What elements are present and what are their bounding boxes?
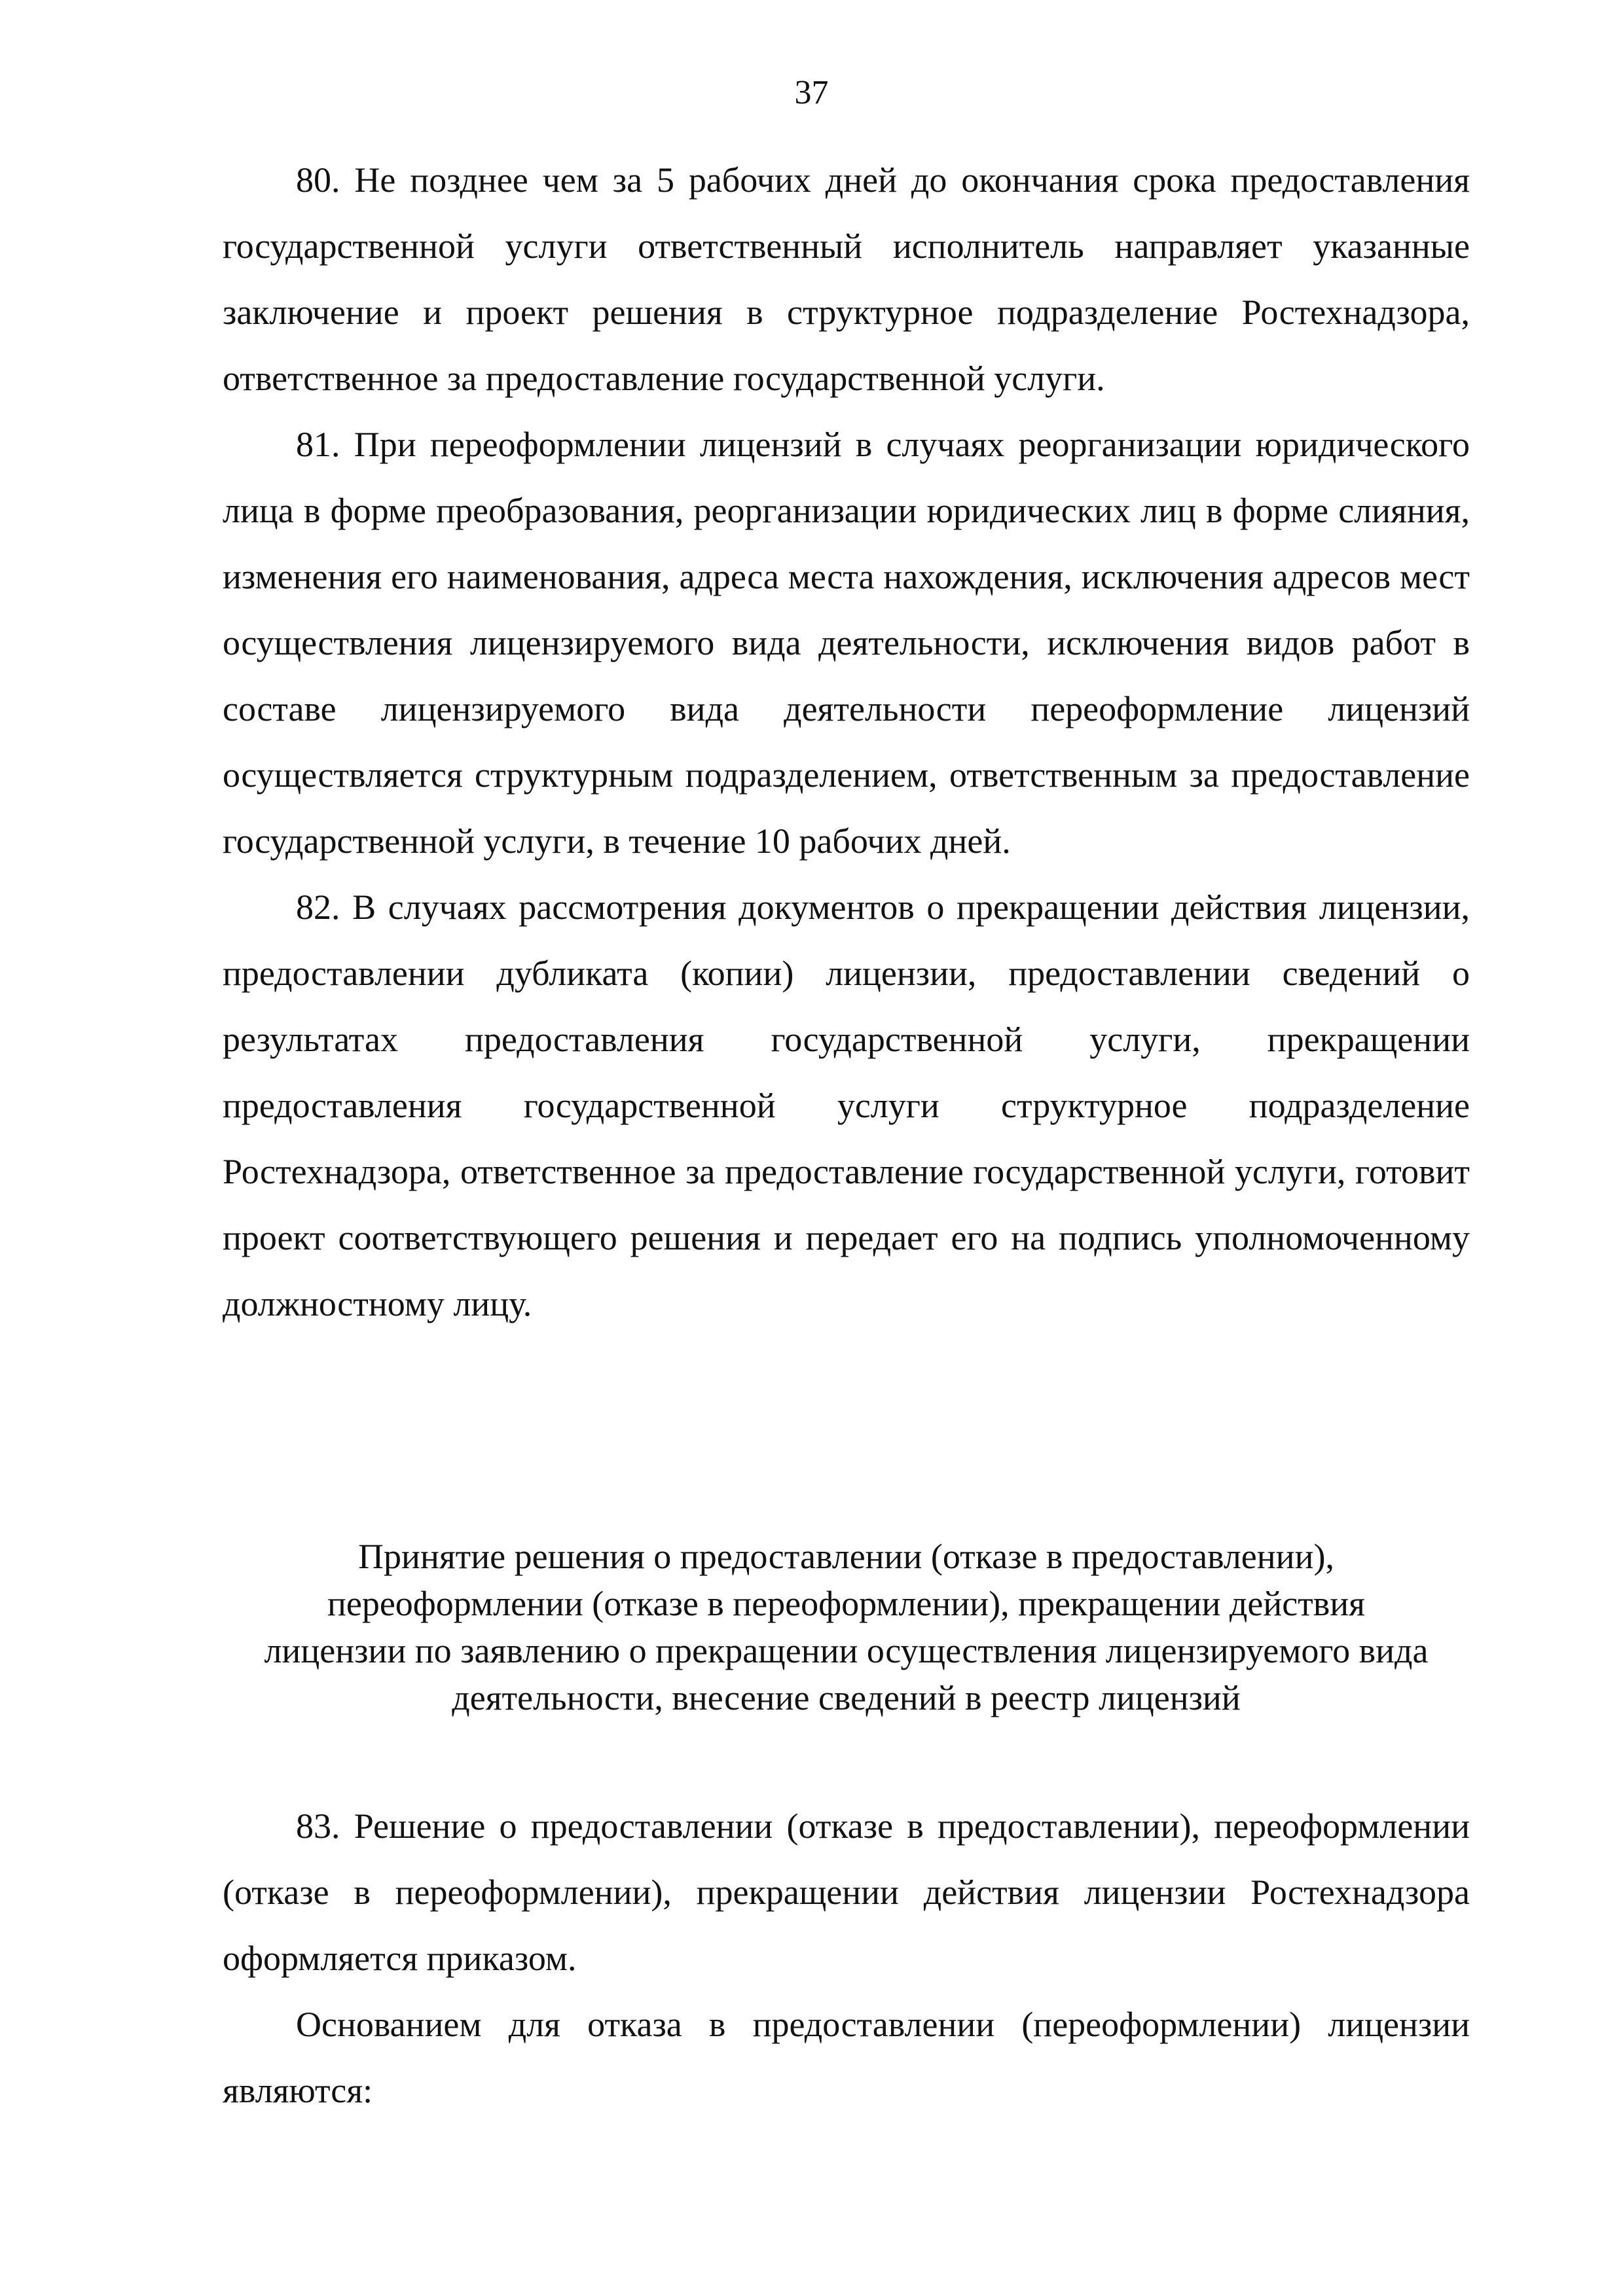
paragraph-80: 80. Не позднее чем за 5 рабочих дней до окончания срока предоставления государственной услуги ответственный исполнитель направляет указанные заключение и проект решения в структурное подразделение Ростехнадзора, ответственное за предоставление государственной услуги.: [223, 160, 1470, 398]
section-heading-line-3: лицензии по заявлению о прекращении осуществления лицензируемого вида: [264, 1631, 1429, 1670]
section-heading-line-1: Принятие решения о предоставлении (отказе в предоставлении),: [358, 1537, 1334, 1576]
paragraph-82: 82. В случаях рассмотрения документов о прекращении действия лицензии, предоставлении дубликата (копии) лицензии, предоставлении сведений о результатах предоставления государственной услуги, прекращении предоставления государственной услуги структурное подразделение Ростехнадзора, ответственное за предоставление государственной услуги, готовит проект соответствующего решения и передает его на подпись уполномоченному должностному лицу.: [223, 888, 1470, 1323]
section-heading-line-2: переоформлении (отказе в переоформлении), прекращении действия: [327, 1584, 1366, 1623]
page-number: 37: [794, 74, 829, 111]
section-heading-line-4: деятельности, внесение сведений в реестр лицензий: [452, 1678, 1241, 1717]
paragraph-refusal-grounds: Основанием для отказа в предоставлении (переоформлении) лицензии являются:: [223, 2005, 1470, 2110]
top-paragraphs: [223, 147, 1470, 1337]
paragraph-81: 81. При переоформлении лицензий в случаях реорганизации юридического лица в форме преобразования, реорганизации юридических лиц в форме слияния, изменения его наименования, адреса места нахождения, исключения адресов мест осуществления лицензируемого вида деятельности, исключения видов работ в составе лицензируемого вида деятельности переоформление лицензий осуществляется структурным подразделением, ответственным за предоставление государственной услуги, в течение 10 рабочих дней.: [223, 425, 1470, 861]
paragraph-83: 83. Решение о предоставлении (отказе в предоставлении), переоформлении (отказе в переоформлении), прекращении действия лицензии Ростехнадзора оформляется приказом.: [223, 1806, 1470, 1978]
section-heading: [196, 1533, 1496, 1721]
bottom-paragraphs: [223, 1793, 1470, 2124]
